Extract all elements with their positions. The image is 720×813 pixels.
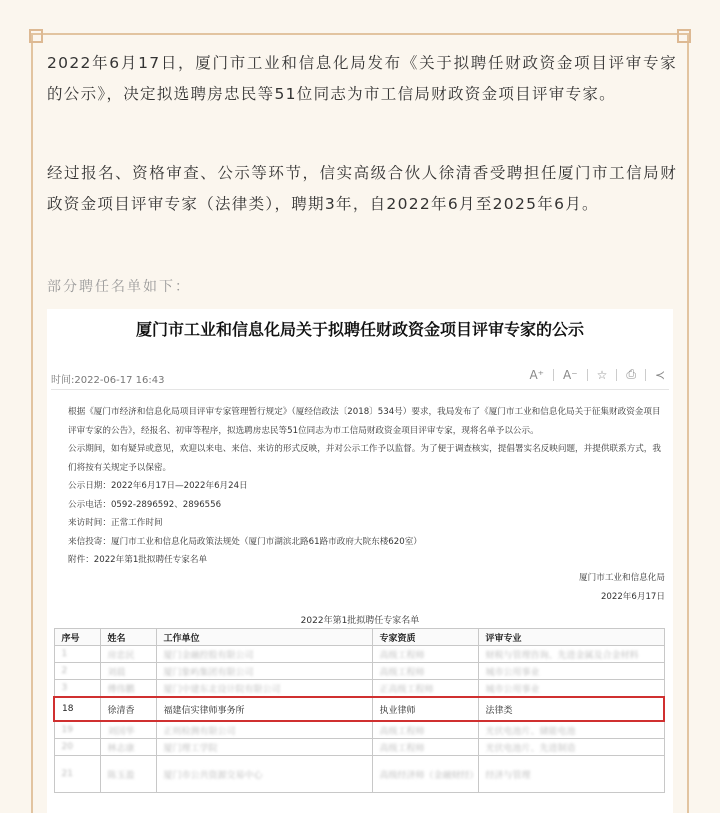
table-row <box>54 721 664 739</box>
notice-screenshot <box>47 309 673 813</box>
cell-specialty: 经济与管理 <box>478 756 664 793</box>
notice-signature-org: 厦门市工业和信息化局 <box>579 573 665 583</box>
table-row <box>54 756 664 793</box>
notice-divider <box>51 389 669 390</box>
cell-name: 房忠民 <box>100 646 156 663</box>
toolbar-divider <box>553 369 554 381</box>
notice-body <box>51 403 665 570</box>
header-qualification: 专家资质 <box>372 629 478 646</box>
cell-qualification: 执业律师 <box>372 697 478 721</box>
notice-attachment-line: 附件：2022年第1批拟聘任专家名单 <box>68 555 208 565</box>
cell-employer: 厦门金融控股有限公司 <box>156 646 372 663</box>
print-icon[interactable]: ⎙ <box>626 367 636 381</box>
notice-phone-line: 公示电话：0592-2896592、2896556 <box>68 499 222 510</box>
cell-name: 刘国华 <box>100 721 156 739</box>
table-row <box>54 663 664 680</box>
list-intro-text: 部分聘任名单如下： <box>47 279 191 295</box>
cell-employer: 厦门理工学院 <box>156 739 372 756</box>
cell-employer: 厦门象屿集团有限公司 <box>156 663 372 680</box>
toolbar-divider <box>616 369 617 381</box>
toolbar-divider <box>587 369 588 381</box>
header-employer: 工作单位 <box>156 629 372 646</box>
header-index: 序号 <box>54 629 100 646</box>
cell-specialty: 光伏电池片、储能电池 <box>478 721 664 739</box>
cell-qualification: 高级工程师 <box>372 663 478 680</box>
cell-specialty: 光伏电池片、先进制造 <box>478 739 664 756</box>
cell-name: 徐清香 <box>100 697 156 721</box>
frame-top-line <box>31 33 689 35</box>
cell-name: 傅伟鹏 <box>100 680 156 698</box>
star-icon[interactable]: ☆ <box>596 367 608 382</box>
notice-mail-line: 来信投寄：厦门市工业和信息化局政策法规处（厦门市湖滨北路61路市政府大院东楼620室） <box>68 536 422 547</box>
cell-name: 林志康 <box>100 739 156 756</box>
cell-qualification: 高级工程师 <box>372 721 478 739</box>
notice-signature-date: 2022年6月17日 <box>600 592 665 602</box>
cell-index: 3 <box>54 680 100 698</box>
cell-qualification: 高级工程师 <box>372 646 478 663</box>
header-specialty: 评审专业 <box>478 629 664 646</box>
notice-date-line: 公示日期：2022年6月17日—2022年6月24日 <box>68 481 248 491</box>
notice-publish-time: 时间:2022-06-17 16:43 <box>51 375 165 386</box>
cell-index: 21 <box>54 756 100 793</box>
notice-body-paragraph: 根据《厦门市经济和信息化局项目评审专家管理暂行规定》（厦经信政法〔2018〕534号）要求，我局发布了《厦门市工业和信息化局关于征集财政资金项目评审专家的公告》，经报名、初审等程序，拟选聘房忠民等51位同志为市工信局财政资金项目评审专家，现将名单予以公示。 <box>68 407 661 436</box>
cell-employer: 厦门市公共资源交易中心 <box>156 756 372 793</box>
frame-corner-top-left <box>29 29 43 43</box>
table-header-row <box>54 629 664 646</box>
article-paragraph-2: 经过报名、资格审查、公示等环节，信实高级合伙人徐清香受聘担任厦门市工信局财政资金项目评审专家（法律类），聘期3年，自2022年6月至2025年6月。 <box>47 164 677 213</box>
notice-visit-time-line: 来访时间：正常工作时间 <box>68 518 163 528</box>
cell-employer: 厦门中建东北设计院有限公司 <box>156 680 372 698</box>
cell-employer: 福建信实律师事务所 <box>156 697 372 721</box>
table-row <box>54 646 664 663</box>
notice-body-paragraph: 公示期间，如有疑异或意见，欢迎以来电、来信、来访的形式反映，并对公示工作予以监督。为了便于调查核实，提倡署实名反映问题，并提供联系方式，我们将按有关规定予以保密。 <box>68 444 661 473</box>
cell-index: 20 <box>54 739 100 756</box>
cell-index: 19 <box>54 721 100 739</box>
cell-index: 1 <box>54 646 100 663</box>
share-icon[interactable]: ≺ <box>654 367 665 382</box>
table-row <box>54 739 664 756</box>
table-caption: 2022年第1批拟聘任专家名单 <box>300 616 420 626</box>
cell-name: 陈玉盈 <box>100 756 156 793</box>
cell-index: 2 <box>54 663 100 680</box>
cell-specialty: 城市公用事业 <box>478 663 664 680</box>
toolbar-divider <box>645 369 646 381</box>
cell-specialty: 城市公用事业 <box>478 680 664 698</box>
highlighted-table-row <box>54 697 664 721</box>
cell-qualification: 高级经济师（金融财经） <box>372 756 478 793</box>
cell-specialty: 法律类 <box>478 697 664 721</box>
frame-corner-top-right <box>677 29 691 43</box>
cell-index: 18 <box>54 697 100 721</box>
cell-qualification: 高级工程师 <box>372 739 478 756</box>
frame-left-line <box>31 33 33 813</box>
cell-qualification: 正高级工程师 <box>372 680 478 698</box>
article-paragraph-1: 2022年6月17日，厦门市工业和信息化局发布《关于拟聘任财政资金项目评审专家的公示》，决定拟选聘房忠民等51位同志为市工信局财政资金项目评审专家。 <box>47 54 677 103</box>
notice-title: 厦门市工业和信息化局关于拟聘任财政资金项目评审专家的公示 <box>135 320 584 339</box>
font-increase-icon[interactable]: A⁺ <box>529 367 545 382</box>
cell-employer: 正则检测有限公司 <box>156 721 372 739</box>
frame-right-line <box>687 33 689 813</box>
table-row <box>54 680 664 698</box>
header-name: 姓名 <box>100 629 156 646</box>
cell-specialty: 财税与管理咨询、先进金属及合金材料 <box>478 646 664 663</box>
cell-name: 刘晨 <box>100 663 156 680</box>
notice-toolbar <box>529 367 665 382</box>
font-decrease-icon[interactable]: A⁻ <box>563 367 578 382</box>
expert-table <box>53 628 665 793</box>
